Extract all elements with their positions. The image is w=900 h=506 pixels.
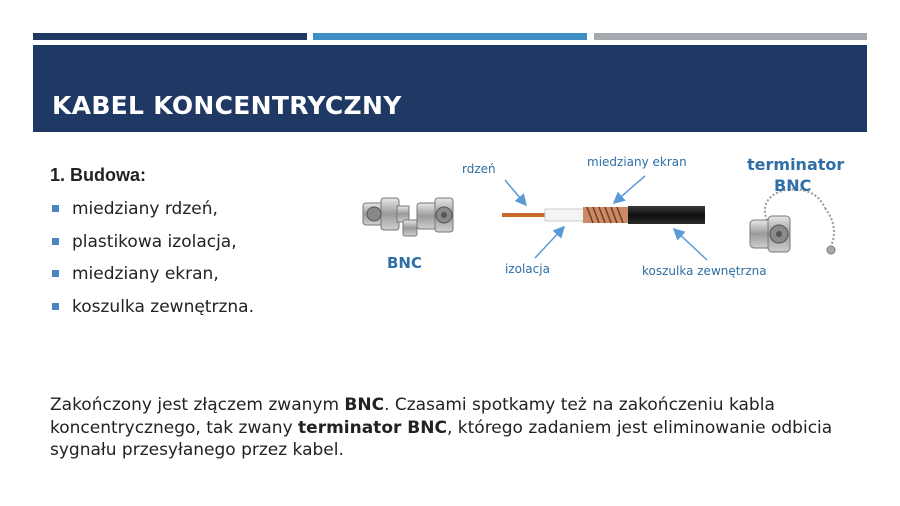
title-banner <box>33 45 867 132</box>
bullet-square-icon <box>52 205 59 212</box>
list-item: plastikowa izolacja, <box>50 229 254 262</box>
label-jacket: koszulka zewnętrzna <box>642 264 767 278</box>
bullet-list <box>50 196 254 326</box>
list-item: miedziany ekran, <box>50 261 254 294</box>
coax-diagram <box>345 148 885 288</box>
bullet-square-icon <box>52 238 59 245</box>
label-shield: miedziany ekran <box>587 155 687 169</box>
terminator-bnc-term: terminator BNC <box>298 417 447 438</box>
list-item: miedziany rdzeń, <box>50 196 254 229</box>
bnc-term: BNC <box>344 395 385 415</box>
label-terminator-bnc: BNC <box>774 176 812 195</box>
label-terminator: terminator <box>747 155 845 174</box>
bnc-terminator-icon <box>750 189 835 254</box>
bnc-connector-icon <box>363 198 417 236</box>
label-insulation: izolacja <box>505 262 550 276</box>
arrow-icon <box>615 176 645 202</box>
list-item: koszulka zewnętrzna. <box>50 294 254 327</box>
accent-bar-gray <box>594 33 867 40</box>
bnc-connector-icon <box>417 198 453 232</box>
accent-bar-blue <box>313 33 587 40</box>
description-paragraph: Zakończony jest złączem zwanym BNC. Czasami spotkamy też na zakończeniu kabla koncentrycznego, tak zwany terminator BNC, którego zadaniem jest eliminowanie odbicia sygnału przesyłanego przez kabel. <box>50 395 833 460</box>
bullet-square-icon <box>52 270 59 277</box>
label-core: rdzeń <box>462 162 496 176</box>
bullet-square-icon <box>52 303 59 310</box>
arrow-icon <box>535 228 563 258</box>
slide-title: KABEL KONCENTRYCZNY <box>52 91 402 120</box>
coax-cable-icon <box>502 206 705 224</box>
arrow-icon <box>505 180 525 204</box>
accent-bar-dark <box>33 33 307 40</box>
arrow-icon <box>675 230 707 260</box>
section-heading: 1. Budowa: <box>50 165 147 185</box>
label-bnc: BNC <box>387 254 422 272</box>
